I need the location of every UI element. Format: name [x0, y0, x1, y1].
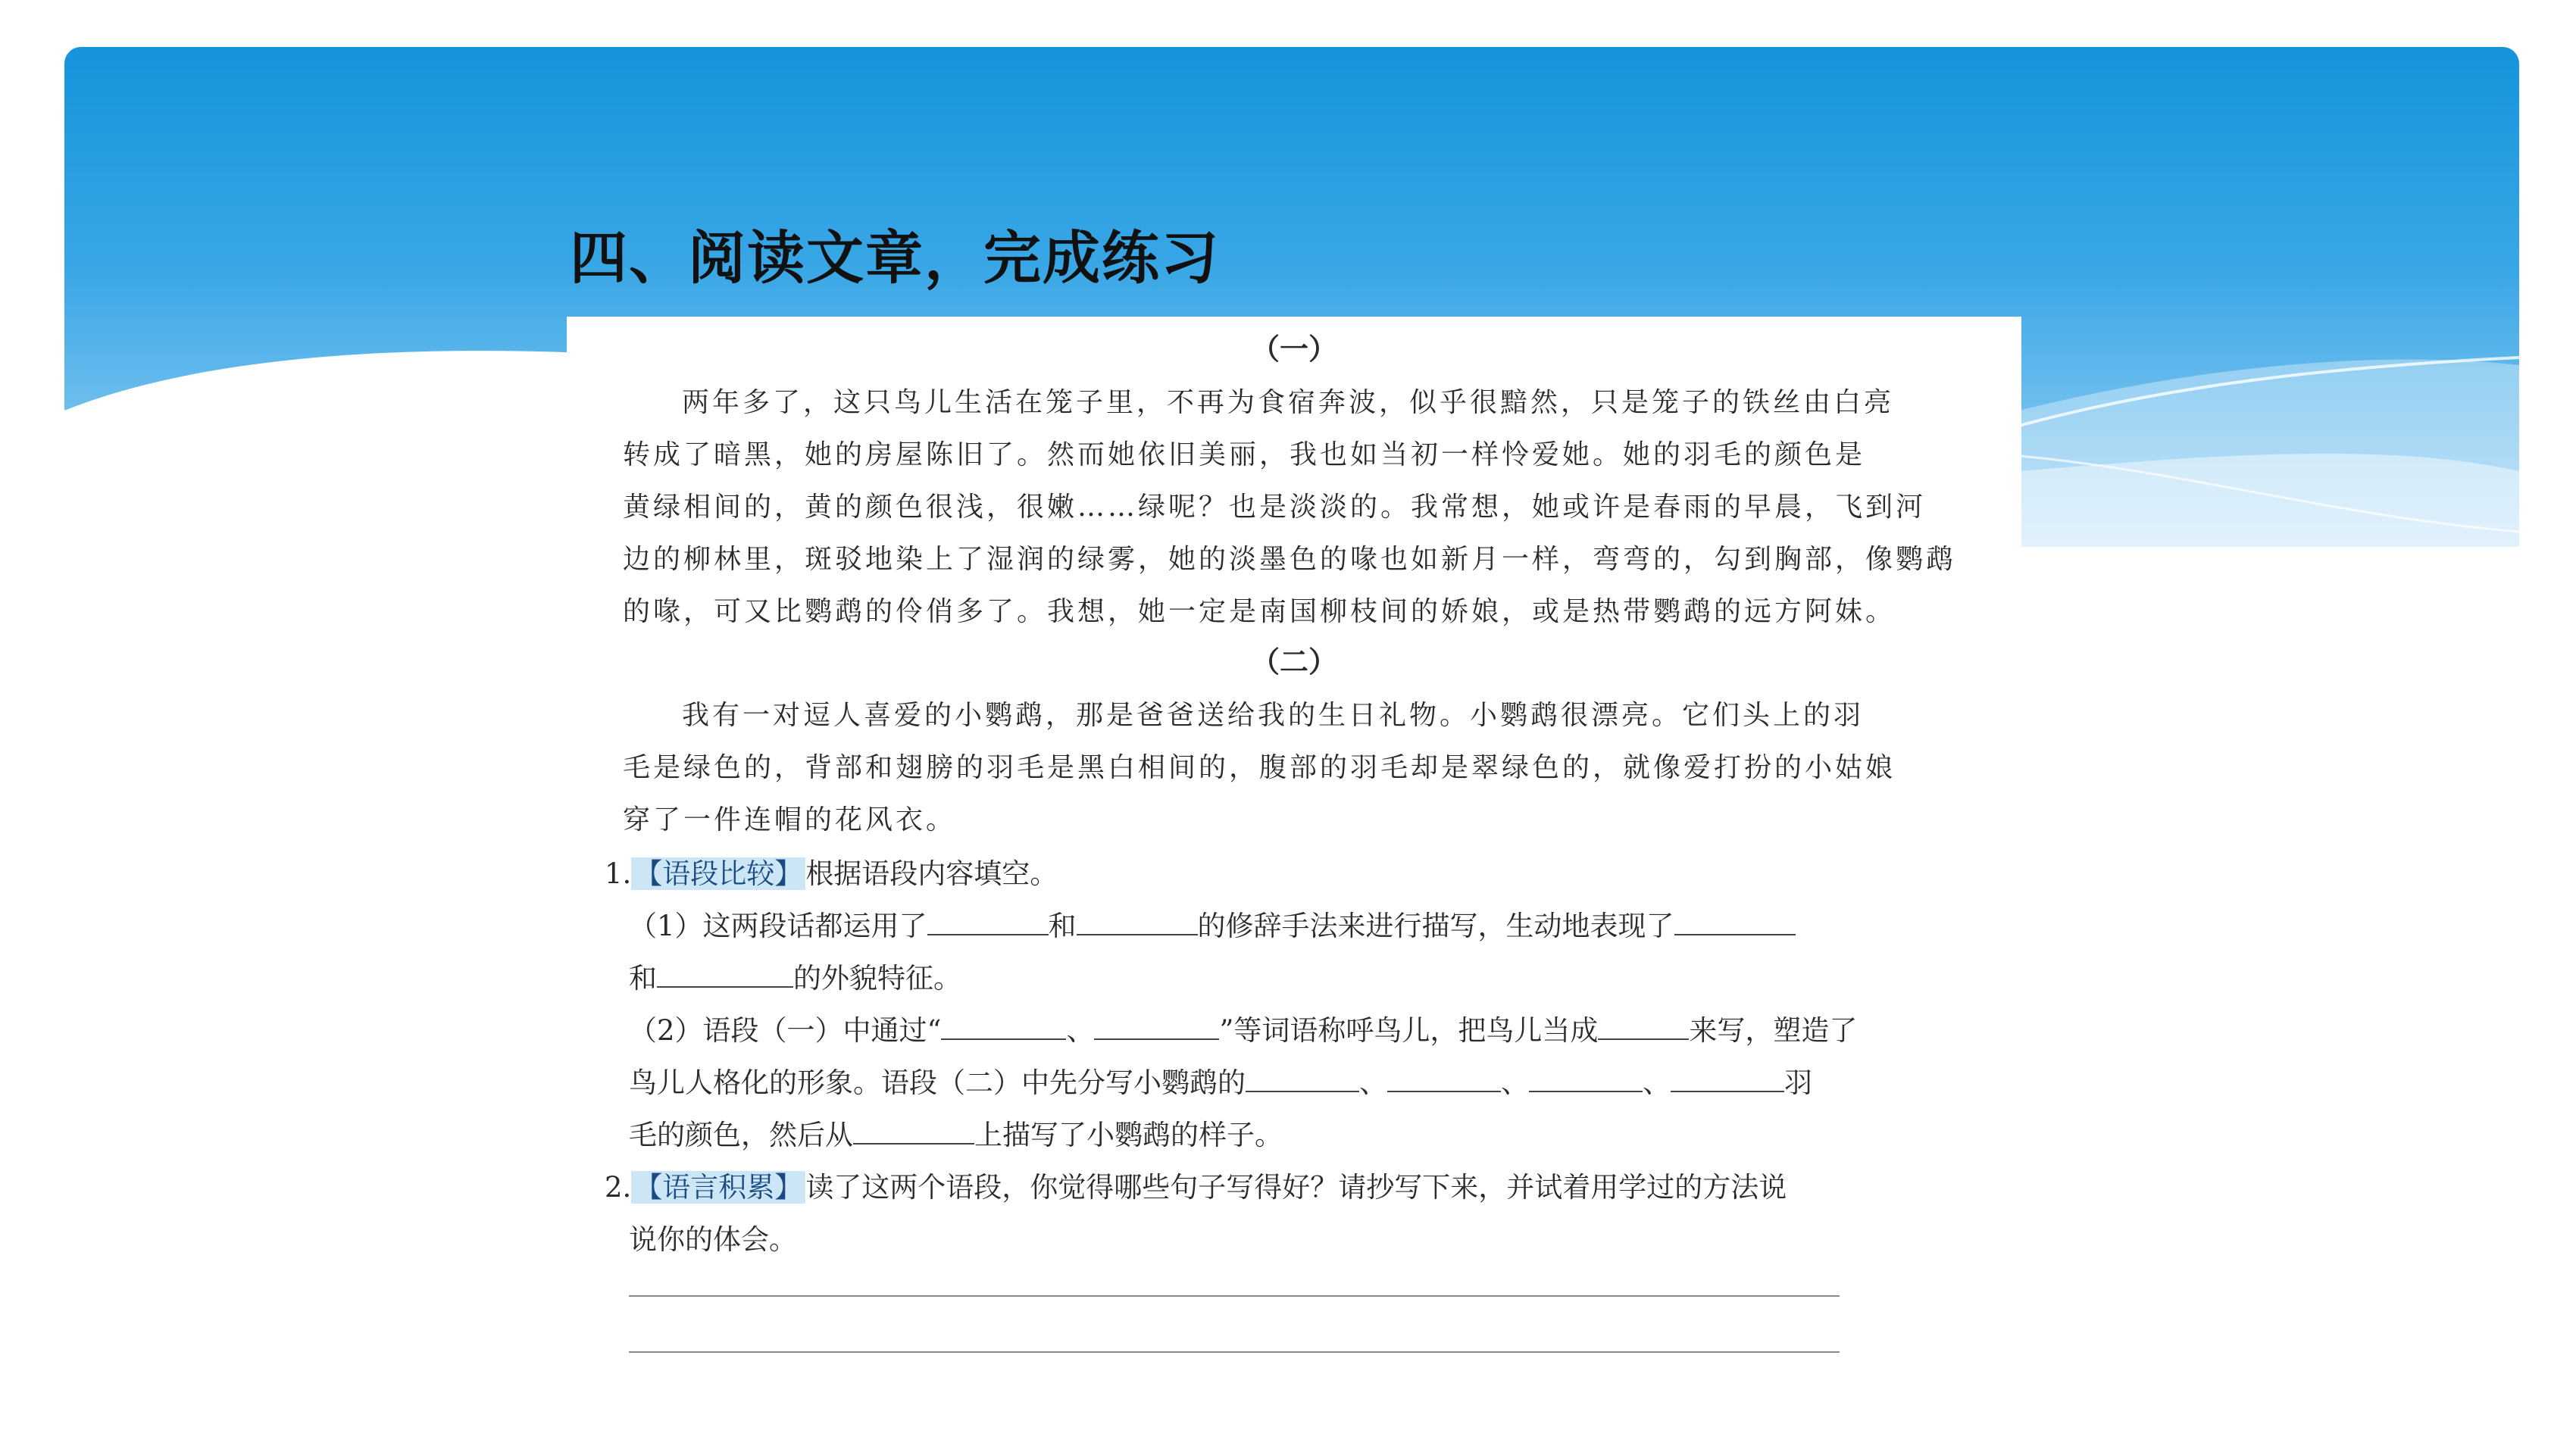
question-prompt: 读了这两个语段，你觉得哪些句子写得好？请抄写下来，并试着用学过的方法说 [805, 1171, 1787, 1204]
answer-line[interactable] [629, 1351, 1840, 1353]
q1-sub1-line1 [629, 903, 1796, 944]
q1-text: 和 [629, 962, 657, 995]
question-2-prompt-cont: 说你的体会。 [629, 1223, 797, 1256]
question-prompt: 根据语段内容填空。 [805, 857, 1058, 890]
answer-blank[interactable] [1529, 1091, 1643, 1092]
answer-blank[interactable] [657, 986, 793, 988]
q1-sub1-line2 [629, 955, 961, 996]
q1-text: 和 [1048, 910, 1077, 942]
q1-text: 、 [1359, 1066, 1387, 1099]
answer-blank[interactable] [941, 1038, 1066, 1040]
answer-blank[interactable] [927, 934, 1049, 935]
q1-text: 、 [1643, 1066, 1671, 1099]
passage1-line: 的喙，可又比鹦鹉的伶俏多了。我想，她一定是南国柳枝间的娇娘，或是热带鹦鹉的远方阿妹。 [623, 596, 1896, 627]
passage2-line: 穿了一件连帽的花风衣。 [623, 804, 957, 835]
answer-blank[interactable] [1246, 1091, 1359, 1092]
q1-text: 来写，塑造了 [1689, 1014, 1858, 1047]
passage1-line: 边的柳林里，斑驳地染上了湿润的绿雾，她的淡墨色的喙也如新月一样，弯弯的，勾到胸部，像鹦鹉 [623, 544, 1957, 575]
q1-sub2-line3 [629, 1112, 1283, 1153]
slide-title: 四、阅读文章，完成练习 [570, 224, 1220, 292]
q1-text: 、 [1066, 1014, 1095, 1047]
q1-text: 、 [1501, 1066, 1529, 1099]
answer-blank[interactable] [1387, 1091, 1501, 1092]
worksheet-page [567, 317, 2021, 1377]
passage1-line: 转成了暗黑，她的房屋陈旧了。然而她依旧美丽，我也如当初一样怜爱她。她的羽毛的颜色是 [623, 439, 1866, 470]
question-number: 2. [605, 1171, 632, 1204]
question-2 [605, 1164, 1787, 1205]
q1-text: ”等词语称呼鸟儿，把鸟儿当成 [1219, 1014, 1599, 1047]
answer-blank[interactable] [1674, 934, 1796, 935]
q1-text: 毛的颜色，然后从 [629, 1119, 853, 1151]
passage1-line: 黄绿相间的，黄的颜色很浅，很嫩……绿呢？也是淡淡的。我常想，她或许是春雨的早晨，飞到河 [623, 492, 1927, 523]
question-1 [605, 851, 1058, 892]
question-tag: 【语段比较】 [631, 857, 805, 890]
passage2-heading: （二） [1250, 645, 1337, 679]
q1-sub2-line2 [629, 1060, 1812, 1101]
q1-text: 的外貌特征。 [793, 962, 961, 995]
q1-sub2-line1 [629, 1007, 1857, 1048]
q1-text: 羽 [1784, 1066, 1812, 1099]
passage2-line: 我有一对逗人喜爱的小鹦鹉，那是爸爸送给我的生日礼物。小鹦鹉很漂亮。它们头上的羽 [682, 700, 1865, 731]
answer-blank[interactable] [1671, 1091, 1784, 1092]
answer-blank[interactable] [1094, 1038, 1219, 1040]
answer-blank[interactable] [1598, 1038, 1689, 1040]
passage1-line: 两年多了，这只鸟儿生活在笼子里，不再为食宿奔波，似乎很黯然，只是笼子的铁丝由白亮 [682, 387, 1895, 418]
q1-text: （1）这两段话都运用了 [629, 910, 927, 942]
q1-text: 的修辞手法来进行描写，生动地表现了 [1197, 910, 1674, 942]
q1-text: 上描写了小鹦鹉的样子。 [974, 1119, 1283, 1151]
question-number: 1. [605, 857, 632, 890]
q1-text: （2）语段（一）中通过“ [629, 1014, 942, 1047]
question-tag: 【语言积累】 [631, 1171, 805, 1204]
answer-blank[interactable] [1077, 934, 1198, 935]
q1-text: 鸟儿人格化的形象。语段（二）中先分写小鹦鹉的 [629, 1066, 1246, 1099]
passage2-line: 毛是绿色的，背部和翅膀的羽毛是黑白相间的，腹部的羽毛却是翠绿色的，就像爱打扮的小姑娘 [623, 752, 1896, 783]
answer-blank[interactable] [853, 1143, 974, 1145]
passage1-heading: （一） [1250, 332, 1337, 366]
answer-line[interactable] [629, 1295, 1840, 1297]
